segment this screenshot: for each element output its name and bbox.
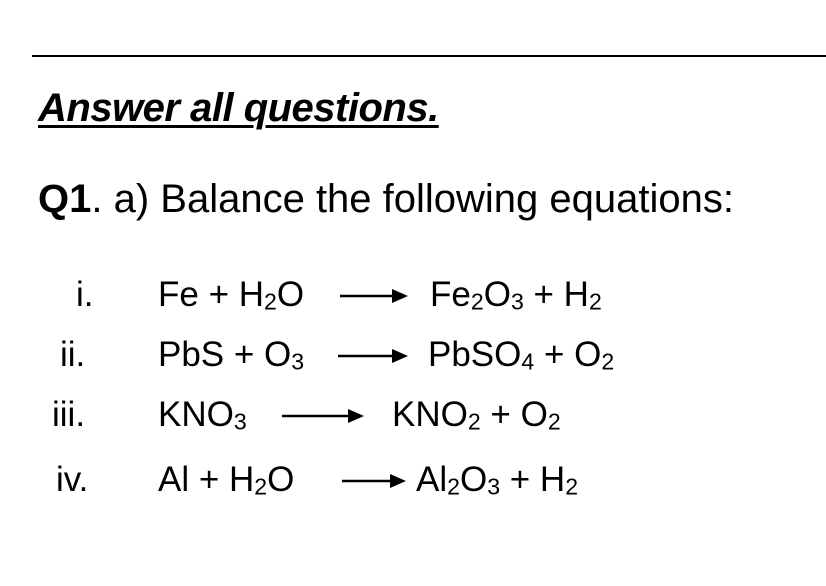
top-rule	[32, 55, 826, 57]
subscript: 4	[521, 348, 535, 375]
formula-text: + O	[534, 335, 602, 374]
equation-numeral: ii.	[60, 335, 86, 374]
equation-row	[0, 390, 826, 440]
formula-text: O	[483, 275, 511, 314]
question-prompt	[38, 177, 734, 222]
reactants	[158, 390, 247, 440]
formula-text: + O	[480, 395, 548, 434]
formula-text: Al + H	[158, 460, 255, 499]
subscript: 3	[510, 288, 524, 315]
subscript: 2	[447, 473, 460, 500]
reaction-arrow-icon	[282, 406, 364, 426]
subscript: 2	[254, 473, 268, 500]
subscript: 3	[291, 348, 305, 375]
formula-text: O	[267, 460, 295, 499]
instructions-heading: Answer all questions.	[38, 86, 439, 130]
subscript: 2	[470, 288, 484, 315]
reaction-arrow-icon	[342, 471, 406, 491]
formula-text: PbS + O	[158, 335, 292, 374]
question-text: a) Balance the following equations:	[113, 177, 735, 221]
subscript: 2	[547, 408, 561, 435]
formula-text: Fe	[430, 275, 471, 314]
products	[428, 330, 614, 380]
formula-text: O	[459, 460, 488, 499]
subscript: 3	[233, 408, 247, 435]
equation-numeral: iii.	[52, 395, 86, 434]
products	[430, 270, 602, 320]
subscript: 2	[467, 408, 481, 435]
subscript: 2	[588, 288, 602, 315]
equation-row	[0, 270, 826, 320]
formula-text: + H	[500, 460, 566, 499]
products	[416, 455, 578, 505]
reactants	[158, 330, 304, 380]
formula-text: + H	[523, 275, 589, 314]
products	[392, 390, 561, 440]
formula-text: O	[276, 275, 305, 314]
subscript: 2	[601, 348, 615, 375]
formula-text: KNO	[392, 395, 468, 434]
reactants	[158, 455, 294, 505]
reaction-arrow-icon	[338, 346, 408, 366]
equation-row	[0, 330, 826, 380]
reactants	[158, 270, 304, 320]
subscript: 2	[264, 288, 277, 315]
subscript: 2	[565, 473, 579, 500]
equation-row	[0, 455, 826, 505]
question-separator: .	[91, 177, 114, 221]
equation-numeral: i.	[76, 275, 94, 314]
subscript: 3	[487, 473, 501, 500]
formula-text: PbSO	[428, 335, 522, 374]
formula-text: Fe + H	[158, 275, 265, 314]
equation-numeral: iv.	[56, 460, 89, 499]
reaction-arrow-icon	[340, 286, 408, 306]
question-number: Q1	[38, 177, 92, 221]
formula-text: Al	[416, 460, 448, 499]
formula-text: KNO	[158, 395, 234, 434]
